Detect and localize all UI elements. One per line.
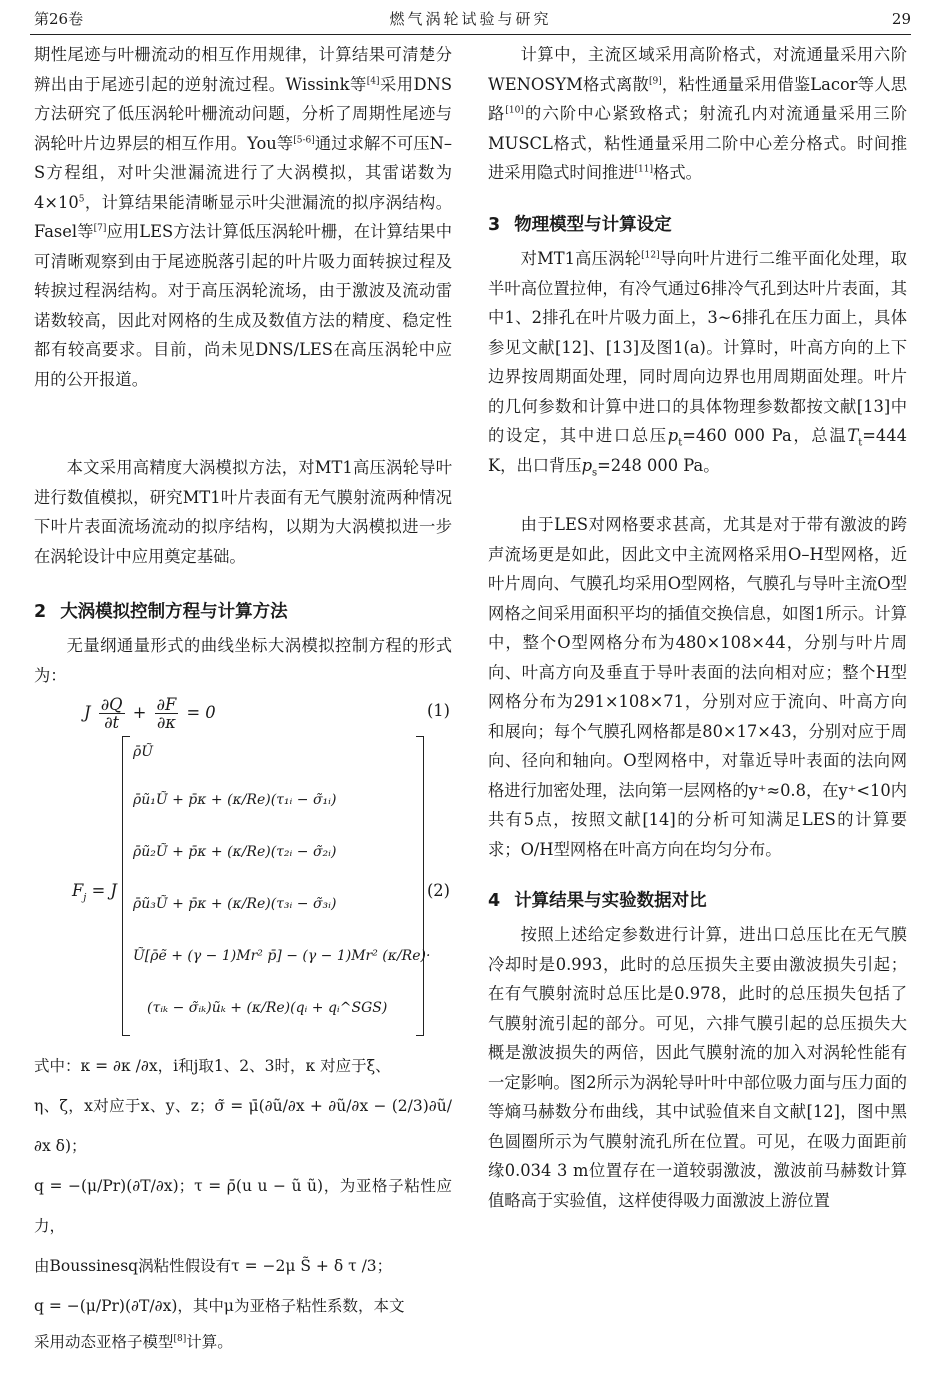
section-4-heading: 4 计算结果与实验数据对比 <box>488 891 707 911</box>
exponent: 5 <box>78 194 85 205</box>
equation-number: (2) <box>426 881 450 900</box>
section-2-heading: 2 大涡模拟控制方程与计算方法 <box>34 602 288 622</box>
citation: [7] <box>93 223 107 234</box>
citation: [8] <box>173 1333 187 1344</box>
equation-1: J $\frac{\partial Q}{\partial t}$ + $\frac{\partial F}{\partial\kappa}$ = 0 (1) <box>84 695 450 733</box>
symbol-definitions: 式中：κ = ∂κ /∂x，i和j取1、2、3时，κ 对应于ξ、 η、ζ，x对应于x、y、z；σ̃ = μ̄(∂ũ/∂x + ∂ũ/∂x − (2/3)∂ũ/∂x δ)； q = −(μ/Pr)(∂T/∂x)；τ = ρ̄(u u − ũ ũ)，为亚格子粘性应力， 由Boussinesq涡粘性假设有τ = −2μ S̃ + δ τ /3； q = −(μ/Pr)(∂T/∂x)，其中μ为亚格子粘性系数，本文 采用动态亚格子模型[8]计算。 <box>34 1057 452 1351</box>
citation: [9] <box>648 76 662 87</box>
citation: [10] <box>505 105 524 116</box>
paragraph-intro: 本文采用高精度大涡模拟方法，对MT1高压涡轮导叶进行数值模拟，研究MT1叶片表面有无气膜射流两种情况下叶片表面流场流动的拟序结构，以期为大涡模拟进一步在涡轮设计中应用奠定基础。 <box>34 458 452 566</box>
right-column <box>488 40 907 1245</box>
paragraph-schemes: 计算中，主流区域采用高阶格式，对流通量采用六阶WENOSYM格式离散[9]，粘性通量采用借鉴Lacor等人思路[10]的六阶中心紧致格式；射流孔内对流通量采用三阶MUSCL格式，粘性通量采用二阶中心差分格式。时间推进采用隐式时间推进[11]格式。 <box>488 45 907 182</box>
volume-label: 第26卷 <box>34 10 84 28</box>
paragraph-continued: 期性尾迹与叶栅流动的相互作用规律，计算结果可清楚分辨出由于尾迹引起的逆射流过程。Wissink等[4]采用DNS方法研究了低压涡轮叶栅流动问题，分析了周期性尾迹与涡轮叶片边界层的相互作用。You等[5-6]通过求解不可压N–S方程组，对叶尖泄漏流进行了大涡模拟，其雷诺数为$4\times 10^5$，计算结果能清晰显示叶尖泄漏流的拟序涡结构。Fasel等[7]应用LES方法计算低压涡轮叶栅，在计算结果中可清晰观察到由于尾迹脱落引起的叶片吸力面转捩过程及转捩过程涡结构。对于高压涡轮流场，由于激波及流动雷诺数较高，因此对网格的生成及数值方法的精度、稳定性都有较高要求。目前，尚未见DNS/LES在高压涡轮中应用的公开报道。 <box>34 45 452 389</box>
citation: [5-6] <box>293 135 315 146</box>
header-rule <box>30 34 911 35</box>
paragraph-equations-intro: 无量纲通量形式的曲线坐标大涡模拟控制方程的形式为： <box>34 636 452 685</box>
running-header <box>30 6 911 32</box>
journal-title: 燃气涡轮试验与研究 <box>389 10 552 28</box>
equation-number: (1) <box>426 701 450 720</box>
left-column <box>34 40 452 1358</box>
paragraph-physical-model: 对MT1高压涡轮[12]导向叶片进行二维平面化处理，取半叶高位置拉伸，有冷气通过6排冷气孔到达叶片表面，其中1、2排孔在叶片吸力面上，3~6排孔在压力面上，具体参见文献[12]、[13]及图1(a)。计算时，叶高方向的上下边界按周期面处理，同时周向边界也用周期面处理。叶片的几何参数和计算中进口的具体物理参数都按文献[13]中的设定，其中进口总压$p_t=460$ 000 Pa，总温$T_t=444$ K，出口背压$p_s=248$ 000 Pa。 <box>488 249 907 478</box>
page-number: 29 <box>891 10 911 28</box>
paragraph-results: 按照上述给定参数进行计算，进出口总压比在无气膜冷却时是0.993，此时的总压损失主要由激波损失引起；在有气膜射流时总压比是0.978，此时的总压损失包括了气膜射流引起的部分。可见，六排气膜引起的总压损失大概是激波损失的两倍，因此气膜射流的加入对涡轮性能有一定影响。图2所示为涡轮导叶叶中部位吸力面与压力面的等熵马赫数分布曲线，其中试验值来自文献[12]，图中黑色圆圈所示为气膜射流孔所在位置。可见，在吸力面距前缘0.034 3 m位置存在一道较弱激波，激波前马赫数计算值略高于实验值，这样使得吸力面激波上游位置 <box>488 925 907 1210</box>
flux-vector-matrix: ρ̄Ũ ρ̄ũ₁Ũ + p̄κ + (κ/Re)(τ₁ᵢ − σ̃₁ᵢ) ρ̄ũ₂Ũ + p̄κ + (κ/Re)(τ₂ᵢ − σ̃₂ᵢ) ρ̄ũ₃Ũ + p̄κ + (κ/Re)(τ₃ᵢ − σ̃₃ᵢ) Ũ[ρ̄ẽ + (γ − 1)Mr² p̄] − (γ − 1)Mr² (κ/Re)· (τᵢₖ − σ̃ᵢₖ)ũₖ + (κ/Re)(qᵢ + qᵢ^SGS) <box>122 736 424 1036</box>
citation: [11] <box>634 164 654 175</box>
section-3-heading: 3 物理模型与计算设定 <box>488 215 672 235</box>
citation: [4] <box>366 76 380 87</box>
equation-2: $F_j = J$ ρ̄Ũ ρ̄ũ₁Ũ + p̄κ + (κ/Re)(τ₁ᵢ − σ̃₁ᵢ) ρ̄ũ₂Ũ + p̄κ + (κ/Re)(τ₂ᵢ − σ̃₂ᵢ) ρ̄ũ₃Ũ + p̄κ + (κ/Re)(τ₃ᵢ − σ̃₃ᵢ) Ũ[ρ̄ẽ + (γ − 1)Mr² p̄] − (γ − 1)Mr² (κ/Re)· (τᵢₖ − σ̃ᵢₖ)ũₖ + (κ/Re)(qᵢ + qᵢ^SGS) (2) <box>34 736 452 1046</box>
citation: [12] <box>641 250 660 261</box>
paragraph-grid: 由于LES对网格要求甚高，尤其是对于带有激波的跨声流场更是如此，因此文中主流网格采用O–H型网格，近叶片周向、气膜孔均采用O型网格，气膜孔与导叶主流O型网格之间采用面积平均的插值交换信息，如图1所示。计算中，整个O型网格分布为480×108×44，分别与叶片周向、叶高方向及垂直于导叶表面的法向相对应；整个H型网格分布为291×108×71，分别对应于流向、叶高方向和展向；每个气膜孔网格都是80×17×43，分别对应于周向、径向和轴向。O型网格中，对靠近导叶表面的法向网格进行加密处理，法向第一层网格的y⁺≈0.8，在y⁺<10内共有5点，按照文献[14]的分析可知满足LES的计算要求；O/H型网格在叶高方向在均匀分布。 <box>488 515 907 859</box>
